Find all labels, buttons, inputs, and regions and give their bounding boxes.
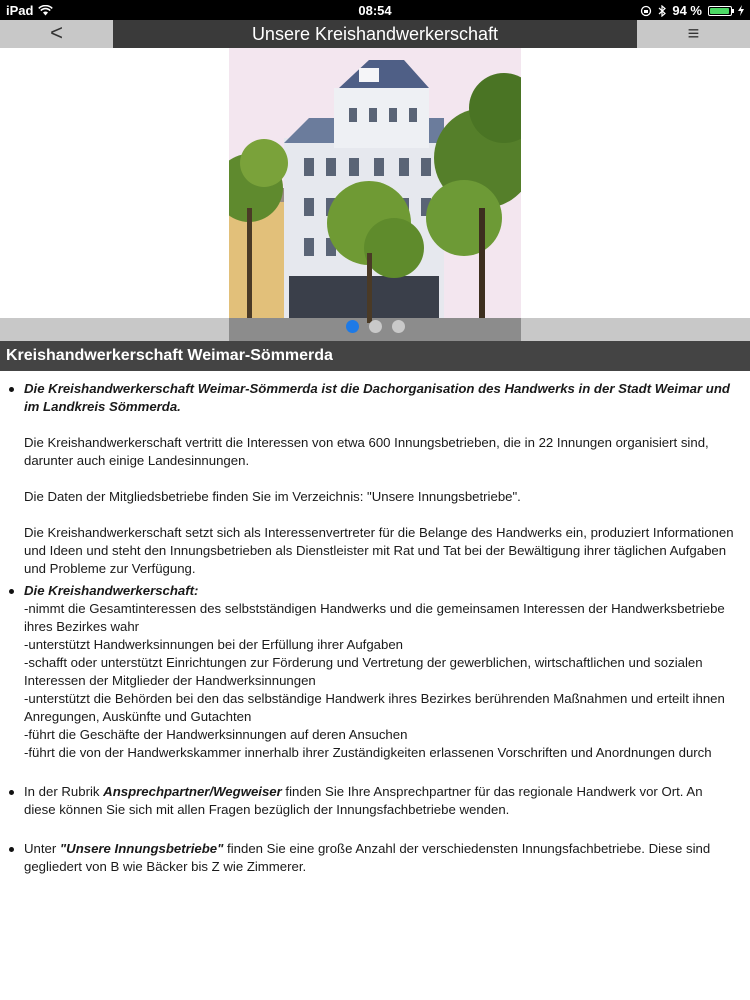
contacts-pre: In der Rubrik — [24, 784, 104, 799]
menu-button[interactable]: ≡ — [687, 23, 700, 45]
building-photo[interactable] — [229, 48, 521, 341]
paragraph-directory: Die Daten der Mitgliedsbetriebe finden Sie im Verzeichnis: "Unsere Innungsbetriebe". — [24, 489, 521, 504]
image-carousel[interactable] — [0, 48, 750, 341]
battery-percent: 94 % — [672, 3, 702, 18]
page-title: Unsere Kreishandwerkerschaft — [113, 20, 637, 48]
contacts-link[interactable]: Ansprechpartner/Wegweiser — [103, 784, 282, 799]
battery-fill — [710, 8, 729, 14]
contacts-post: finden Sie Ihre Ansprechpartner für das regionale Handwerk vor Ort. An diese können Sie sich mit allen Fragen bezüglich der Innungsfachbetriebe wenden. — [24, 784, 703, 817]
status-right — [640, 3, 744, 18]
duty-item: -führt die Geschäfte der Handwerksinnungen auf deren Ansuchen — [24, 727, 408, 742]
carousel-dot[interactable] — [369, 320, 382, 333]
battery-icon — [708, 6, 732, 16]
navigation-bar — [0, 20, 750, 48]
duty-item: -schafft oder unterstützt Einrichtungen zur Förderung und Vertretung der gewerblichen, wirtschaftlichen und sozialen Interessen der Mitglieder der Handwerksinnungen — [24, 655, 703, 688]
members-text — [24, 840, 736, 876]
members-pre: Unter — [24, 841, 60, 856]
members-link[interactable]: "Unsere Innungsbetriebe" — [59, 841, 224, 856]
duties-block — [0, 582, 750, 600]
members-post: finden Sie eine große Anzahl der verschiedensten Innungsfachbetriebe. Diese sind gegliedert von B wie Bäcker bis Z wie Zimmerer. — [24, 841, 711, 874]
building-illustration — [229, 48, 521, 341]
duty-item: -nimmt die Gesamtinteressen des selbstständigen Handwerks und die gemeinsamen Interessen der Handwerksbetriebe ihres Bezirkes wahr — [24, 601, 725, 634]
duty-item: -unterstützt die Behörden bei den das selbständige Handwerk ihres Bezirkes berührenden Maßnahmen und erteilt ihnen Anregungen, Auskünfte und Gutachten — [24, 691, 725, 724]
page-indicator — [0, 320, 750, 333]
charging-icon — [738, 5, 744, 16]
status-bar — [0, 0, 750, 20]
contacts-text — [24, 783, 736, 819]
device-name: iPad — [6, 3, 34, 18]
duties-heading: Die Kreishandwerkerschaft: — [24, 583, 199, 598]
status-time: 08:54 — [358, 3, 392, 18]
lock-rotation-icon — [640, 5, 652, 17]
members-block — [0, 840, 750, 876]
paragraph-innungen: Die Kreishandwerkerschaft vertritt die Interessen von etwa 600 Innungsbetrieben, die in 22 Innungen organisiert sind, darunter auch einige Landesinnungen. — [24, 435, 709, 468]
content-area — [0, 380, 750, 876]
duty-item: -führt die von der Handwerkskammer innerhalb ihrer Zuständigkeiten erlassenen Vorschriften und Anordnungen durch — [24, 745, 712, 760]
carousel-dot[interactable] — [346, 320, 359, 333]
paragraph-services: Die Kreishandwerkerschaft setzt sich als Interessenvertreter für die Belange des Handwerks ein, produziert Informationen und Ideen und steht den Innungsbetrieben als Dienstleister mit Rat und Tat bei der Bewältigung ihrer täglichen Aufgaben und Probleme zur Verfügung. — [24, 525, 734, 576]
duty-item: -unterstützt Handwerksinnungen bei der Erfüllung ihrer Aufgaben — [24, 637, 404, 652]
intro-block — [0, 380, 750, 578]
back-button[interactable]: < — [50, 20, 63, 45]
section-header: Kreishandwerkerschaft Weimar-Sömmerda — [0, 341, 750, 371]
contacts-block — [0, 783, 750, 819]
duties-list — [0, 600, 750, 762]
carousel-dot[interactable] — [392, 320, 405, 333]
intro-text: Die Kreishandwerkerschaft Weimar-Sömmerda ist die Dachorganisation des Handwerks in der Stadt Weimar und im Landkreis Sömmerda. — [24, 381, 730, 414]
bluetooth-icon — [658, 5, 666, 17]
